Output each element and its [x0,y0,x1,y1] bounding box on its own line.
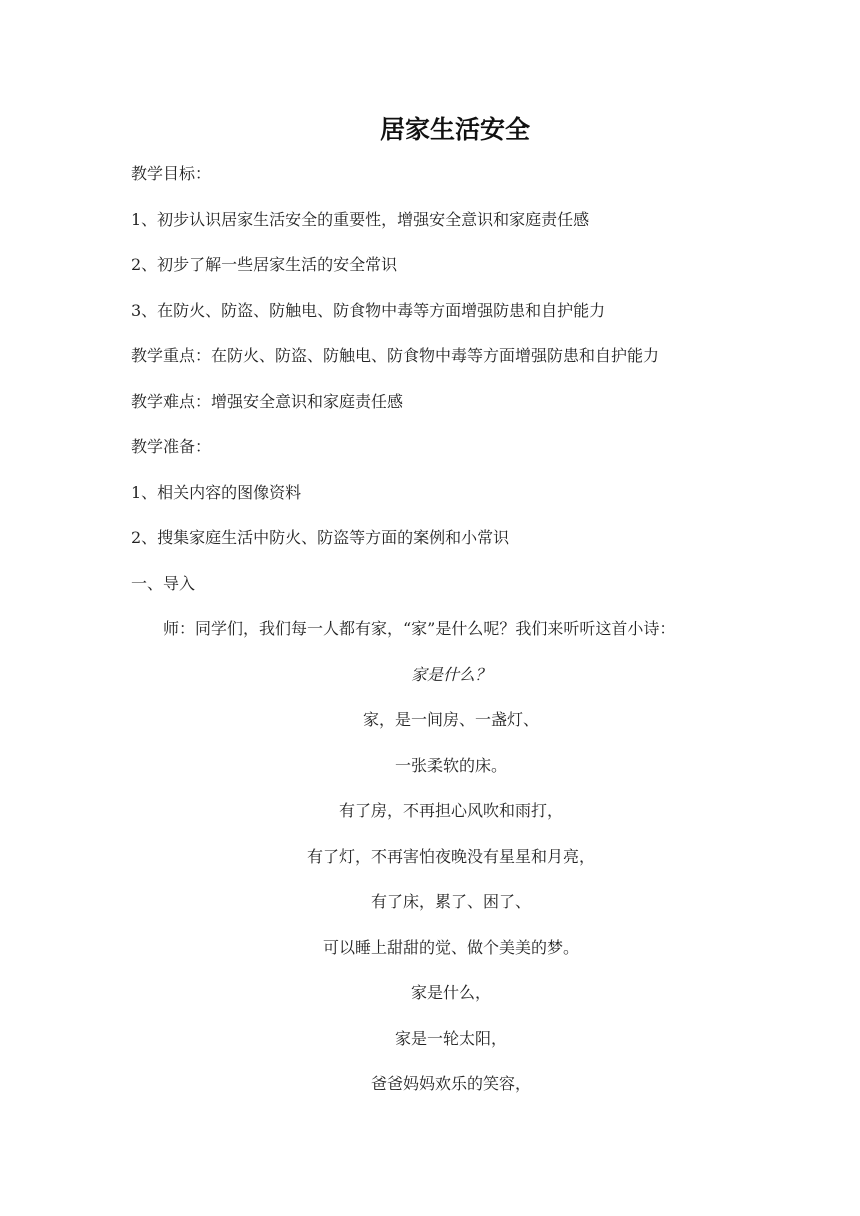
poem-line: 爸爸妈妈欢乐的笑容， [370,1074,531,1093]
section-objectives-heading: 教学目标： [131,164,212,183]
poem-line: 可以睡上甜甜的觉、做个美美的梦。 [322,937,579,957]
poem-line: 有了灯，不再害怕夜晚没有星星和月亮， [306,846,595,866]
poem-line: 家是什么， [410,983,491,1002]
objective-item: 3、在防火、防盗、防触电、防食物中毒等方面增强防患和自护能力 [131,300,606,320]
poem-line: 家，是一间房、一盏灯、 [362,710,539,729]
poem-line: 一张柔软的床。 [394,755,507,775]
section-intro-heading: 一、导入 [131,573,196,593]
preparation-item: 1、相关内容的图像资料 [131,482,302,502]
preparation-item: 2、搜集家庭生活中防火、防盗等方面的案例和小常识 [131,528,510,547]
difficulties-line: 教学难点：增强安全意识和家庭责任感 [131,391,404,411]
document-body [131,159,771,1115]
poem-line: 有了床，累了、困了、 [370,892,531,911]
poem-line: 有了房，不再担心风吹和雨打， [338,801,563,820]
teacher-intro-paragraph: 师：同学们，我们每一人都有家，“家”是什么呢？我们来听听这首小诗： [163,619,676,638]
document-title: 居家生活安全 [379,115,530,144]
poem-line: 家是一轮太阳， [394,1028,507,1048]
preparation-heading: 教学准备： [131,437,212,456]
objective-item: 1、初步认识居家生活安全的重要性，增强安全意识和家庭责任感 [131,209,590,229]
key-points-line: 教学重点：在防火、防盗、防触电、防食物中毒等方面增强防患和自护能力 [131,346,660,365]
poem-title: 家是什么？ [410,664,491,684]
objective-item: 2、初步了解一些居家生活的安全常识 [131,255,398,274]
